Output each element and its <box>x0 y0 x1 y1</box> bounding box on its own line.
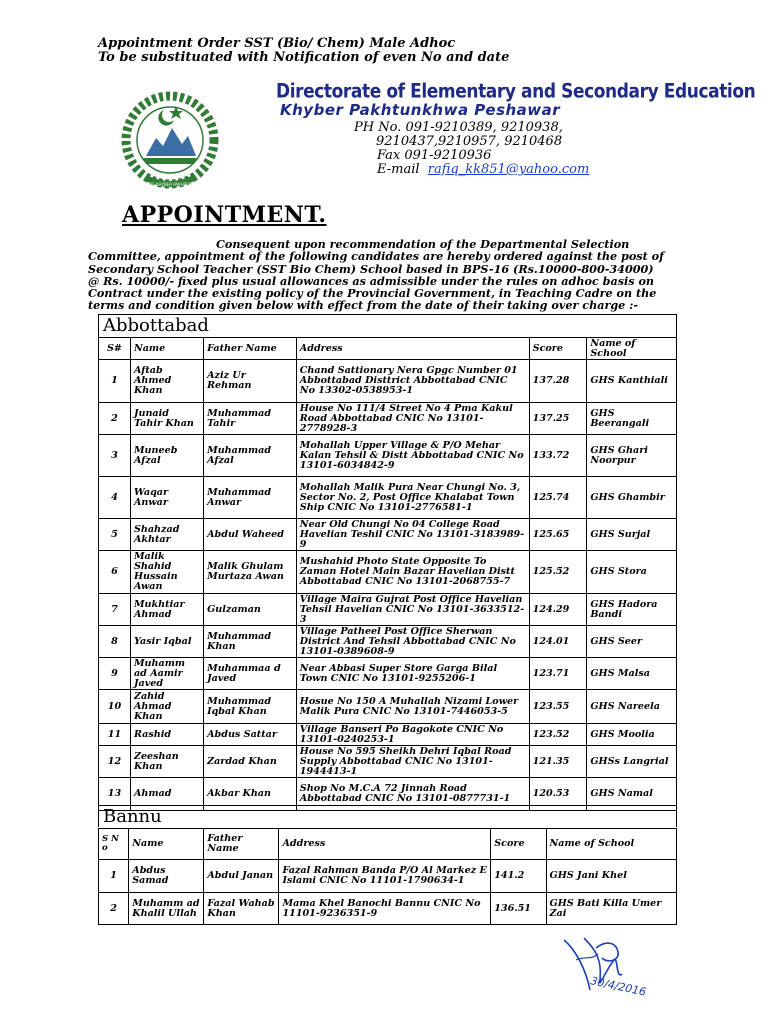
cell-name: Muhamm ad Aamir Javed <box>130 658 203 690</box>
cell-father: Abdul Waheed <box>204 519 297 551</box>
cell-sn: 6 <box>99 551 131 594</box>
cell-sn: 11 <box>99 724 131 746</box>
cell-address: Near Old Chungi No 04 College Road Havelian Teshil CNIC No 13101-3183989-9 <box>296 519 529 551</box>
cell-school: GHS Nareela <box>587 690 677 724</box>
col-header-address: Address <box>296 338 529 360</box>
table-row <box>99 626 677 658</box>
table-row <box>99 594 677 626</box>
cell-father: Akbar Khan <box>204 778 297 811</box>
abbottabad-candidates-table <box>98 314 677 811</box>
cell-address: Chand Sattionary Nera Gpgc Number 01 Abbottabad Disttrict Abbottabad CNIC No 13302-0538953-1 <box>296 360 529 403</box>
cell-father: Muhammad Afzal <box>204 435 297 477</box>
cell-sn: 10 <box>99 690 131 724</box>
table-row <box>99 690 677 724</box>
cell-name: Zahid Ahmad Khan <box>130 690 203 724</box>
table-row <box>99 551 677 594</box>
cell-school: GHS Stora <box>587 551 677 594</box>
cell-address: House No 111/4 Street No 4 Pma Kakul Road Abbottabad CNIC No 13101-2778928-3 <box>296 403 529 435</box>
signature-date: 30/4/2016 <box>589 974 648 999</box>
cell-address: House No 595 Sheikh Dehri Iqbal Road Supply Abbottabad CNIC No 13101-1944413-1 <box>296 746 529 778</box>
cell-address: Hosue No 150 A Muhallah Nizami Lower Malik Pura CNIC No 13101-7446053-5 <box>296 690 529 724</box>
cell-school: GHS Jani Khel <box>546 860 676 893</box>
district-heading-abbottabad: Abbottabad <box>99 315 677 338</box>
order-body-paragraph <box>88 238 687 312</box>
cell-father: Muhammad Iqbal Khan <box>204 690 297 724</box>
order-title-line: Appointment Order SST (Bio/ Chem) Male Adhoc <box>98 36 456 51</box>
body-line: Contract under the existing policy of the Provincial Government, in Teaching Cadre on the <box>88 286 657 301</box>
cell-sn: 2 <box>99 403 131 435</box>
appointment-title: APPOINTMENT. <box>122 202 327 228</box>
cell-sn: 1 <box>99 360 131 403</box>
table-row <box>99 360 677 403</box>
cell-father: Aziz Ur Rehman <box>204 360 297 403</box>
seal-text: GOVT. OF KHYBER PAKHTUNKHWA <box>135 182 205 187</box>
cell-name: Junaid Tahir Khan <box>130 403 203 435</box>
cell-school: GHS Ghambir <box>587 477 677 519</box>
cell-school: GHS Ghari Noorpur <box>587 435 677 477</box>
body-line: terms and condition given below with effect from the date of their taking over charge :- <box>88 298 638 313</box>
cell-score: 125.74 <box>529 477 587 519</box>
col-header-sn: S# <box>99 338 131 360</box>
cell-sn: 4 <box>99 477 131 519</box>
cell-school: GHS Malsa <box>587 658 677 690</box>
cell-school: GHS Moolia <box>587 724 677 746</box>
col-header-school: Name of School <box>546 829 676 860</box>
cell-address: Near Abbasi Super Store Garga Bilal Town CNIC No 13101-9255206-1 <box>296 658 529 690</box>
table-row <box>99 477 677 519</box>
table-header-row <box>99 338 677 360</box>
body-line: Secondary School Teacher (SST Bio Chem) School based in BPS-16 (Rs.10000-800-34000) <box>88 261 654 276</box>
cell-score: 124.01 <box>529 626 587 658</box>
cell-father: Muhammad Tahir <box>204 403 297 435</box>
col-header-school: Name of School <box>587 338 677 360</box>
directorate-title: Directorate of Elementary and Secondary Education <box>276 80 756 103</box>
cell-score: 136.51 <box>491 893 546 925</box>
cell-sn: 5 <box>99 519 131 551</box>
table-row <box>99 860 677 893</box>
cell-school: GHS Bati Killa Umer Zai <box>546 893 676 925</box>
cell-sn: 7 <box>99 594 131 626</box>
cell-sn: 1 <box>99 860 129 893</box>
cell-father: Muhammaa d Javed <box>204 658 297 690</box>
table-row <box>99 658 677 690</box>
cell-score: 137.28 <box>529 360 587 403</box>
cell-father: Gulzaman <box>204 594 297 626</box>
cell-score: 133.72 <box>529 435 587 477</box>
table-row <box>99 519 677 551</box>
cell-address: Mohallah Upper Village & P/O Mehar Kalan Tehsil & Distt Abbottabad CNIC No 13101-6034842-9 <box>296 435 529 477</box>
cell-sn: 8 <box>99 626 131 658</box>
directorate-subtitle: Khyber Pakhtunkhwa Peshawar <box>280 101 561 119</box>
cell-name: Muneeb Afzal <box>130 435 203 477</box>
cell-sn: 9 <box>99 658 131 690</box>
body-line: Committee, appointment of the following candidates are hereby ordered against the post of <box>88 249 664 264</box>
cell-score: 121.35 <box>529 746 587 778</box>
table-row <box>99 403 677 435</box>
cell-sn: 2 <box>99 893 129 925</box>
cell-school: GHS Beerangali <box>587 403 677 435</box>
col-header-father: Father Name <box>204 338 297 360</box>
cell-name: Aftab Ahmed Khan <box>130 360 203 403</box>
fax-line: Fax 091-9210936 <box>377 148 492 163</box>
cell-sn: 12 <box>99 746 131 778</box>
cell-name: Yasir Iqbal <box>130 626 203 658</box>
government-seal-logo <box>116 86 224 194</box>
phone-line-2: 9210437,9210957, 9210468 <box>376 134 563 149</box>
email-link[interactable]: rafiq_kk851@yahoo.com <box>427 162 590 177</box>
cell-address: Mohallah Malik Pura Near Chungi No. 3, Sector No. 2, Post Office Khalabat Town Ship CNIC No 13101-2776581-1 <box>296 477 529 519</box>
cell-name: Rashid <box>130 724 203 746</box>
cell-father: Malik Ghulam Murtaza Awan <box>204 551 297 594</box>
cell-address: Village Banseri Po Bagokote CNIC No 13101-0240253-1 <box>296 724 529 746</box>
cell-name: Waqar Anwar <box>130 477 203 519</box>
body-line: @ Rs. 10000/- fixed plus usual allowances as admissible under the rules on adhoc basis on <box>88 273 655 288</box>
cell-father: Muhammad Anwar <box>204 477 297 519</box>
cell-score: 125.65 <box>529 519 587 551</box>
cell-address: Village Maira Gujrat Post Office Havelian Tehsil Havelian CNIC No 13101-3633512-3 <box>296 594 529 626</box>
cell-score: 123.55 <box>529 690 587 724</box>
cell-address: Village Patheel Post Office Sherwan District And Tehsil Abbottabad CNIC No 13101-0389608-9 <box>296 626 529 658</box>
email-line <box>377 162 589 177</box>
col-header-sn: S N o <box>99 829 129 860</box>
order-subtitle-line: To be substituated with Notification of even No and date <box>98 50 510 65</box>
cell-school: GHS Surjal <box>587 519 677 551</box>
cell-name: Mukhtiar Ahmad <box>130 594 203 626</box>
body-line: Consequent upon recommendation of the Departmental Selection <box>216 237 630 251</box>
col-header-score: Score <box>491 829 546 860</box>
cell-sn: 13 <box>99 778 131 811</box>
cell-address: Mama Khel Banochi Bannu CNIC No 11101-9236351-9 <box>279 893 491 925</box>
cell-father: Muhammad Khan <box>204 626 297 658</box>
table-header-row <box>99 829 677 860</box>
cell-school: GHSs Langrial <box>587 746 677 778</box>
cell-father: Zardad Khan <box>204 746 297 778</box>
cell-father: Fazal Wahab Khan <box>204 893 279 925</box>
cell-father: Abdul Janan <box>204 860 279 893</box>
email-label: E-mail <box>377 162 420 177</box>
cell-address: Fazal Rahman Banda P/O Al Markez E Islami CNIC No 11101-1790634-1 <box>279 860 491 893</box>
cell-score: 124.29 <box>529 594 587 626</box>
cell-score: 123.52 <box>529 724 587 746</box>
cell-score: 137.25 <box>529 403 587 435</box>
col-header-name: Name <box>130 338 203 360</box>
cell-name: Abdus Samad <box>129 860 204 893</box>
cell-address: Shop No M.C.A 72 Jinnah Road Abbottabad CNIC No 13101-0877731-1 <box>296 778 529 811</box>
table-row <box>99 893 677 925</box>
cell-score: 123.71 <box>529 658 587 690</box>
col-header-father: Father Name <box>204 829 279 860</box>
cell-school: GHS Namal <box>587 778 677 811</box>
cell-sn: 3 <box>99 435 131 477</box>
district-heading-bannu: Bannu <box>103 806 162 827</box>
cell-name: Ahmad <box>130 778 203 811</box>
table-row <box>99 724 677 746</box>
cell-school: GHS Hadora Bandi <box>587 594 677 626</box>
cell-name: Zeeshan Khan <box>130 746 203 778</box>
officer-signature <box>556 930 664 1018</box>
cell-name: Shahzad Akhtar <box>130 519 203 551</box>
cell-school: GHS Kanthiali <box>587 360 677 403</box>
table-row <box>99 746 677 778</box>
col-header-score: Score <box>529 338 587 360</box>
cell-name: Malik Shahid Hussain Awan <box>130 551 203 594</box>
cell-father: Abdus Sattar <box>204 724 297 746</box>
cell-score: 125.52 <box>529 551 587 594</box>
cell-score: 120.53 <box>529 778 587 811</box>
cell-name: Muhamm ad Khalil Ullah <box>129 893 204 925</box>
bannu-candidates-table <box>98 828 677 925</box>
phone-line-1: PH No. 091-9210389, 9210938, <box>354 120 563 135</box>
cell-score: 141.2 <box>491 860 546 893</box>
table-row <box>99 435 677 477</box>
col-header-address: Address <box>279 829 491 860</box>
cell-address: Mushahid Photo State Opposite To Zaman Hotel Main Bazar Havelian Distt Abbottabad CNIC No 13101-2068755-7 <box>296 551 529 594</box>
cell-school: GHS Seer <box>587 626 677 658</box>
col-header-name: Name <box>129 829 204 860</box>
district-heading-bannu-box <box>98 805 677 827</box>
